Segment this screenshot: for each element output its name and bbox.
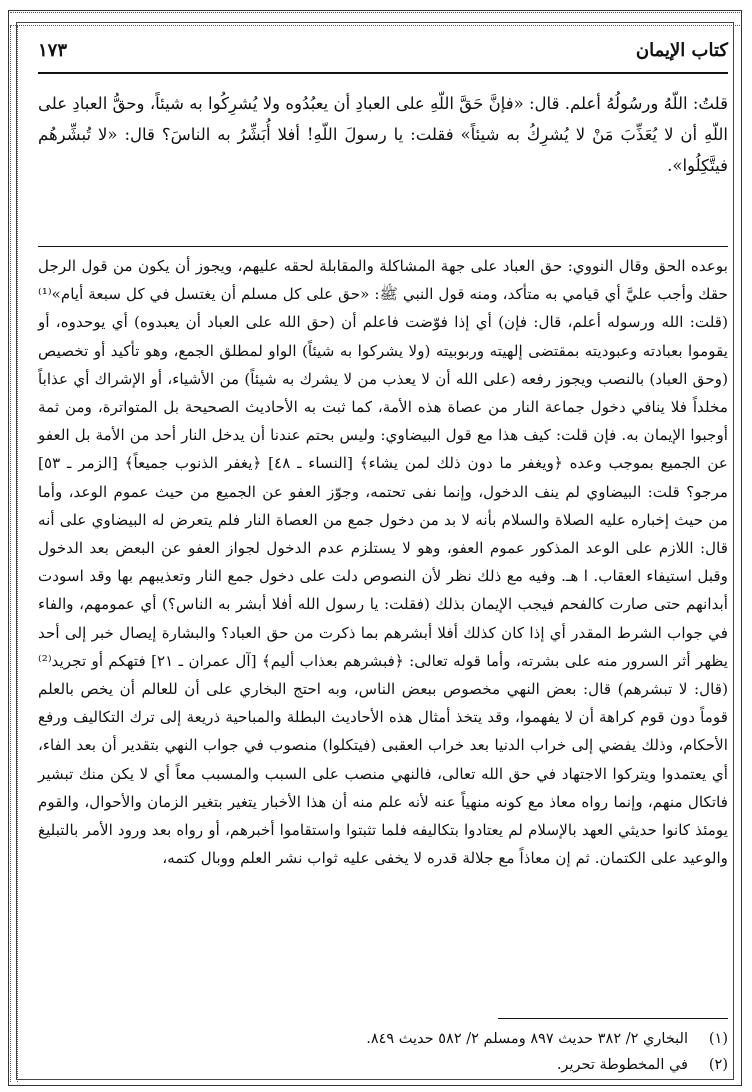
header-divider [38, 72, 728, 74]
footnote-divider [498, 1018, 728, 1019]
book-page [38, 32, 728, 1072]
hadith-text-block [38, 88, 728, 181]
commentary-block [38, 252, 728, 872]
footnotes [38, 1026, 728, 1078]
page-number: ١٧٣ [38, 40, 68, 61]
footnote-text: في المخطوطة تحرير. [556, 1057, 688, 1073]
commentary-paragraph: بوعده الحق وقال النووي: حق العباد على جهة المشاكلة والمقابلة لحقه عليهم، ويجوز أن يكون من قول الرجل حقك وأجب عليَّ أي قيامي به متأكد، ومنه قول النبي ﷺ: «حق على كل مسلم أن يغتسل في كل سبعة أيام»⁽¹⁾ (قلت: الله ورسوله أعلم، قال: فإن) أي إذا فوّضت فاعلم أن (حق الله على العباد أن يعبدوه) أي يوحدوه، أو يقوموا بعبادته وعبوديته بمقتضى إلهيته وربوبيته (ولا يشركوا به شيئاً) الواو لمطلق الجمع، وهو تأكيد أو تخصيص (وحق العباد) بالنصب ويجوز رفعه (على الله أن لا يعذب من لا يشرك به شيئاً) من الأشياء، أو الإشراك أي عذاباً مخلداً فلا ينافي دخول جماعة النار من عصاة هذه الأمة، كما ثبت به الأحاديث الصحيحة بل المتواترة، ومن ثمة أوجبوا الإيمان به. فإن قلت: كيف هذا مع قول البيضاوي: وليس بحتم عندنا أن يدخل النار أحد من الأمة بل العفو عن الجميع بموجب وعده ﴿ويغفر ما دون ذلك لمن يشاء﴾ [النساء ـ ٤٨] ﴿يغفر الذنوب جميعاً﴾ [الزمر ـ ٥٣] مرجو؟ قلت: البيضاوي لم ينف الدخول، وإنما نفى تحتمه، وجوّز العفو عن الجميع من حيث عموم الوعد، وأما من حيث إخباره عليه الصلاة والسلام بأنه لا بد من دخول جمع من العصاة النار فلم يتعرض له البيضاوي على أنه قال: اللازم على الوعد المذكور عموم العفو، وهو لا يستلزم عدم الدخول لجواز العفو عن البعض بعد الدخول وقبل استيفاء العقاب. ا هـ. وفيه مع ذلك نظر لأن النصوص دلت على دخول جمع النار وتعذيبهم بها وقد اسودت أبدانهم حتى صارت كالفحم فيجب الإيمان بذلك (فقلت: يا رسول الله أفلا أبشر به الناس؟) أي عمومهم، والفاء في جواب الشرط المقدر أي إذا كان كذلك أفلا أبشرهم بما ذكرت من حق العباد؟ والبشارة إيصال خبر إلى أحد يظهر أثر السرور منه على بشرته، وأما قوله تعالى: ﴿فبشرهم بعذاب أليم﴾ [آل عمران ـ ٢١] فتهكم أو تجريد⁽²⁾ (قال: لا تبشرهم) قال: بعض النهي مخصوص ببعض الناس، وبه احتج البخاري على أن للعالم أن يخص بالعلم قوماً دون قوم كراهة أن لا يفهموا، وقد يتخذ أمثال هذه الأحاديث البطلة والمباحية ذريعة إلى ترك التكاليف ورفع الأحكام، وذلك يفضي إلى خراب الدنيا بعد خراب العقبى (فيتكلوا) منصوب في جواب النهي بتقدير أن بعد الفاء، أي يعتمدوا ويتركوا الاجتهاد في حق الله تعالى، فالنهي منصب على السبب والمسبب معاً أي لا يكن منك تبشير فاتكال منهم، وإنما رواه معاذ مع كونه منهياً عنه لأنه علم منه أن هذا الأخبار يتغير بتغير الزمان والأحوال، والقوم يومئذ كانوا حديثي العهد بالإسلام لم يعتادوا بتكاليفه فلما تثبتوا واستقاموا أخبرهم، أو رواه بعد ورود الأمر بالتبليغ والوعيد على الكتمان. ثم إن معاذاً مع جلالة قدره لا يخفى عليه ثواب نشر العلم ووبال كتمه، [38, 257, 728, 868]
footnote-item [38, 1026, 728, 1052]
footnote-text: البخاري ٢/ ٣٨٢ حديث ٨٩٧ ومسلم ٢/ ٥٨٢ حديث ٨٤٩. [366, 1031, 688, 1047]
section-divider [38, 246, 728, 247]
footnote-number: (١) [708, 1031, 728, 1047]
book-title: كتاب الإيمان [635, 40, 728, 61]
footnote-item [38, 1052, 728, 1078]
footnote-number: (٢) [708, 1057, 728, 1073]
page-header [38, 40, 728, 68]
hadith-paragraph: قلتُ: اللّهُ ورسُولُهُ أعلم. قال: «فإنَّ حَقَّ اللّهِ على العبادِ أن يعبُدُوه ولا يُشرِكُوا به شيئاً، وحقُّ العبادِ على اللّهِ أن لا يُعَذِّبَ مَنْ لا يُشرِكُ به شيئاً» فقلت: يا رسولَ اللّهِ! أفلا أُبَشِّرُ به الناسَ؟ قال: «لا تُبشِّرهُم فيتَّكِلُوا». [38, 94, 728, 175]
